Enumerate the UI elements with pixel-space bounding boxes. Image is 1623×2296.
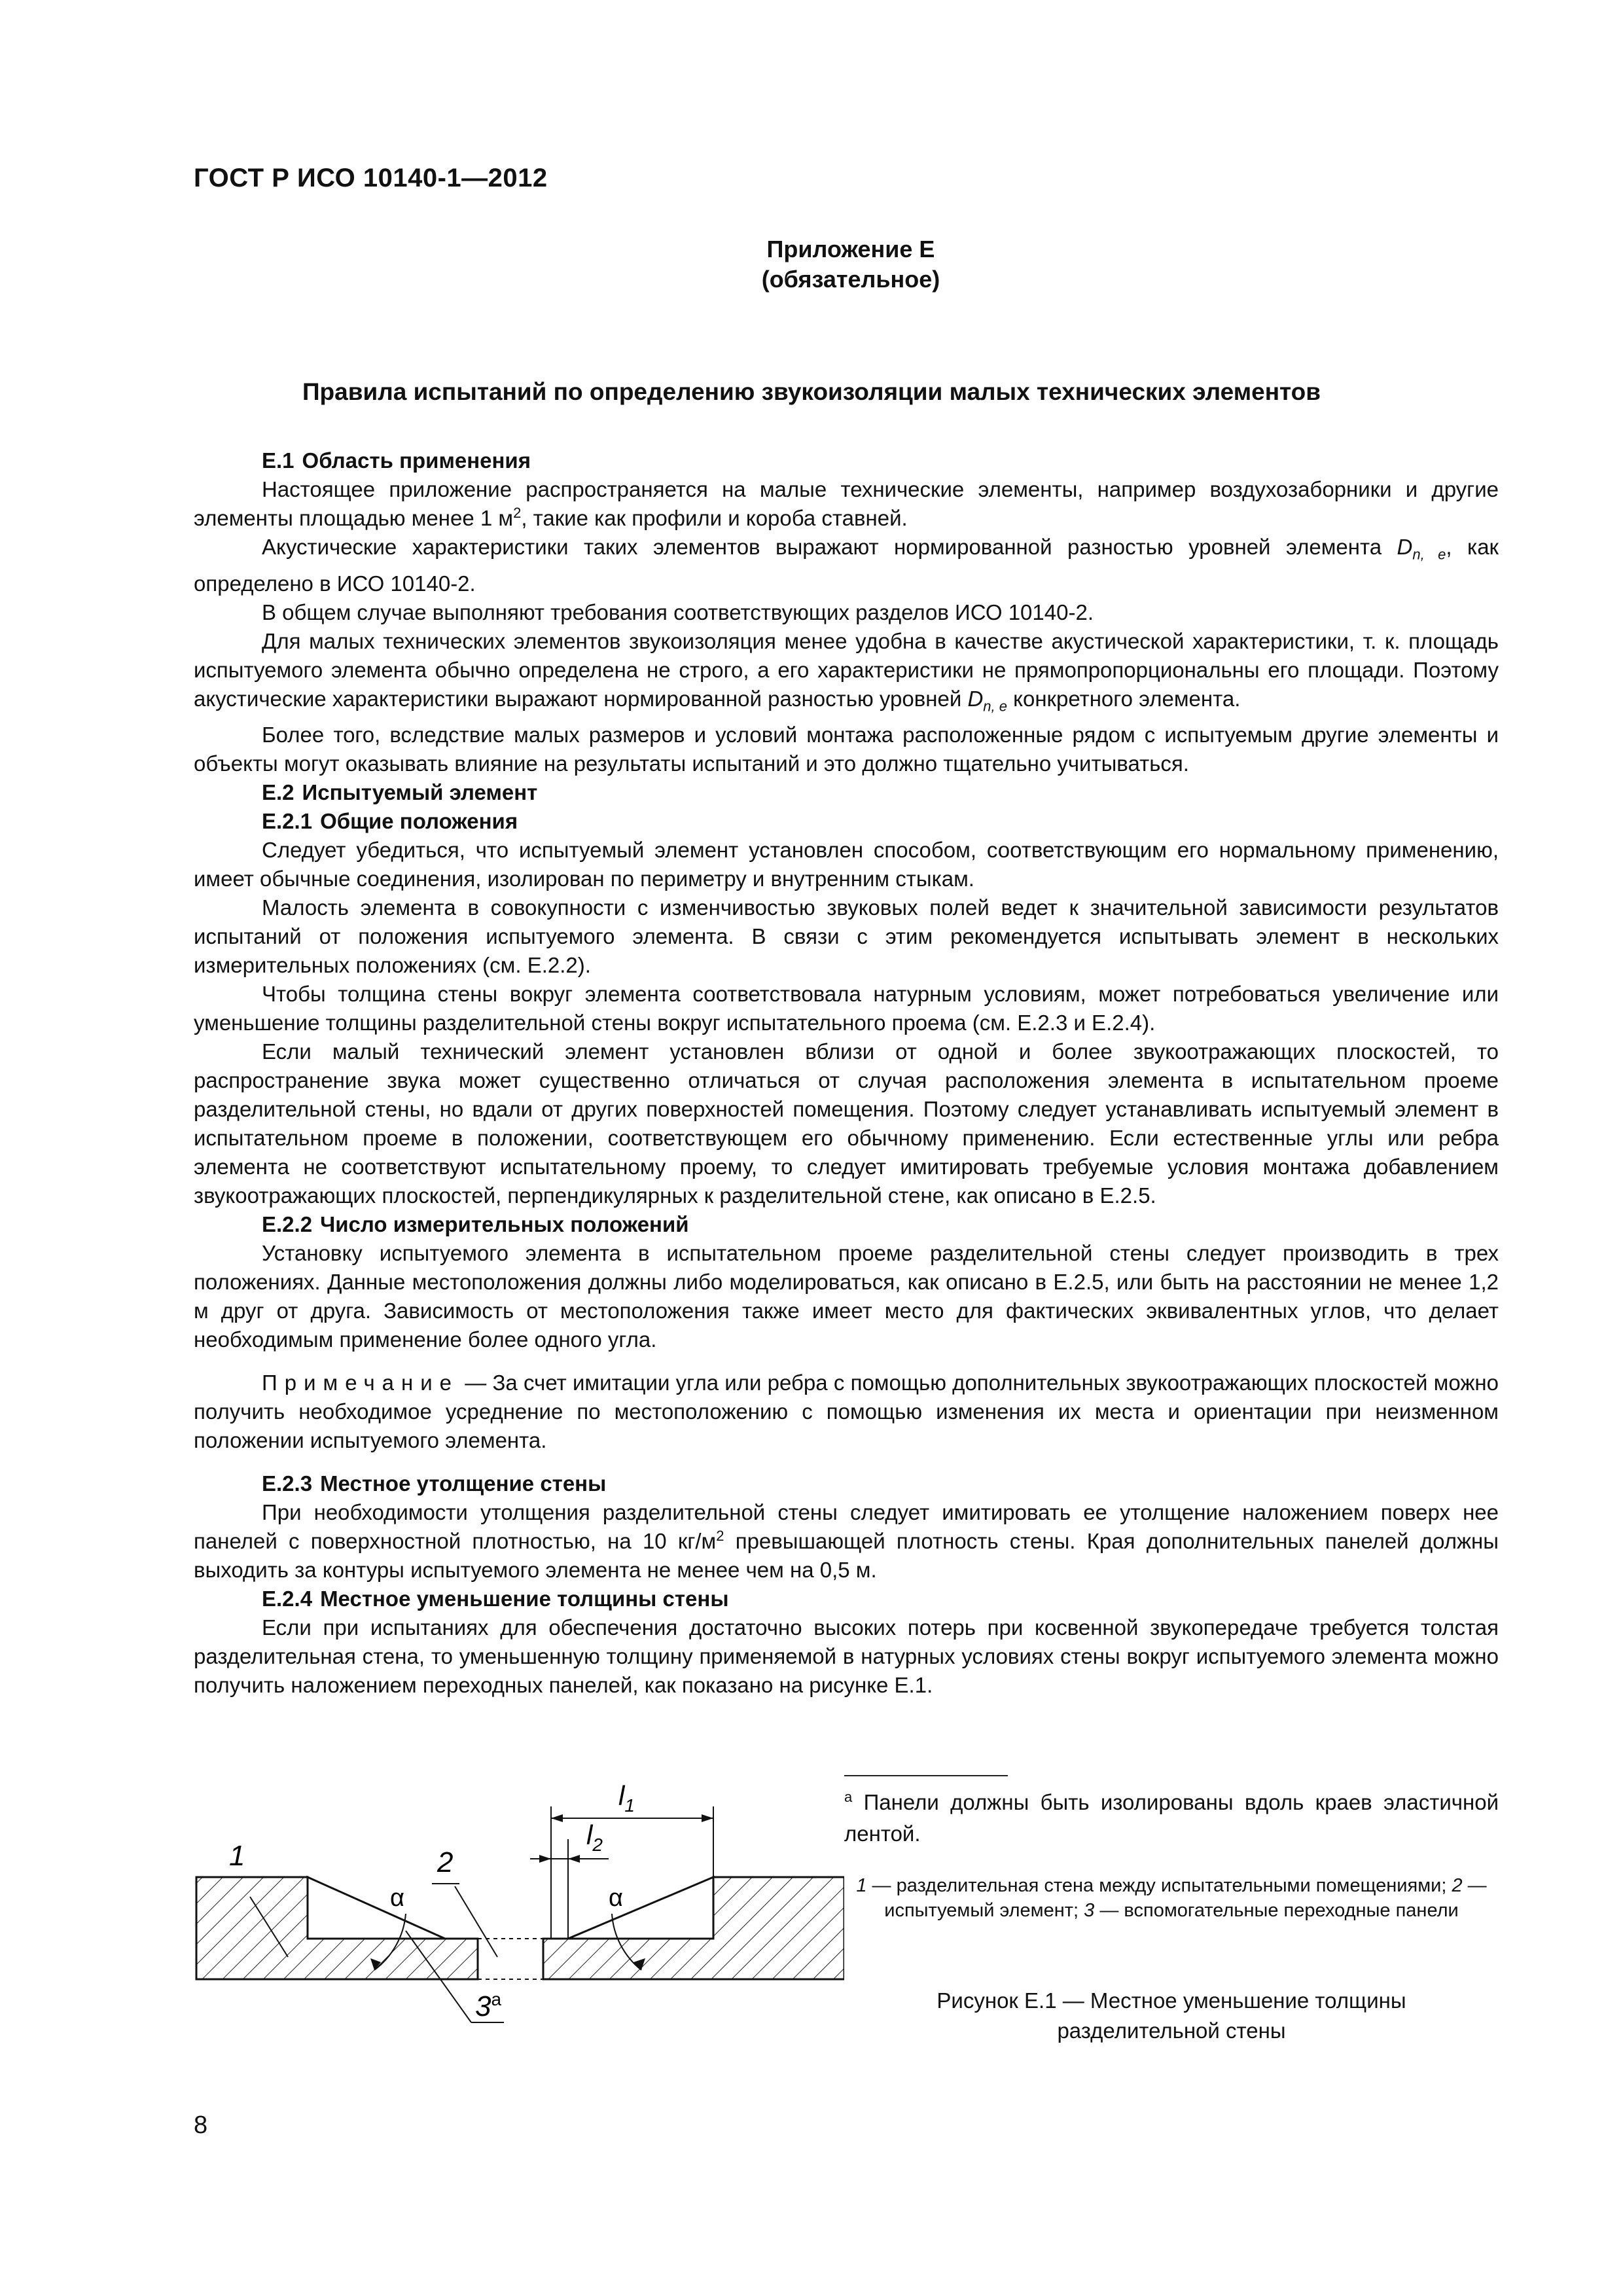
section-number: Е.2.2 [262, 1212, 313, 1237]
section-title: Испытуемый элемент [302, 780, 538, 805]
section-number: Е.2 [262, 780, 294, 805]
footnote-text: Панели должны быть изолированы вдоль краев эластичной лентой. [844, 1790, 1499, 1846]
paragraph [194, 1498, 1499, 1585]
transition-panel-right [568, 1877, 713, 1939]
legend-number: 3 [1084, 1900, 1095, 1921]
figure-legend [844, 1873, 1499, 1923]
section-number: Е.2.3 [262, 1471, 313, 1496]
paragraph: Установку испытуемого элемента в испытательном проеме разделительной стены следует производить в трех положениях. Данные местоположения должны либо моделироваться, как описано в Е.2.5, или быть на расстоянии не менее 1,2 м друг от друга. Зависимость от местоположения также имеет место для фактических эквивалентных углов, что делает необходимым применение более одного угла. [194, 1241, 1499, 1352]
legend-text: — разделительная стена между испытательными помещениями; [866, 1875, 1452, 1896]
angle-label-left: α [390, 1884, 404, 1912]
text-run: конкретного элемента. [1007, 686, 1241, 711]
figure-footnote [844, 1787, 1499, 1850]
caption-line: Рисунок Е.1 — Местное уменьшение толщины [936, 1988, 1406, 2013]
superscript: 2 [716, 1528, 724, 1545]
note-paragraph [194, 1369, 1499, 1455]
legend-text: — испытуемый элемент; [884, 1875, 1487, 1921]
section-heading-e21 [194, 807, 1499, 836]
text-run: Акустические характеристики таких элементов выражают нормированной разностью уровней элемента [262, 535, 1397, 559]
section-title: Общие положения [320, 809, 518, 834]
angle-label-right: α [609, 1884, 623, 1912]
section-title: Местное утолщение стены [320, 1471, 607, 1496]
section-number: Е.2.4 [262, 1587, 313, 1611]
paragraph: Чтобы толщина стены вокруг элемента соответствовала натурным условиям, может потребоваться увеличение или уменьшение толщины разделительной стены вокруг испытательного проема (см. Е.2.3 и Е.2.4). [194, 982, 1499, 1035]
paragraph: Если при испытаниях для обеспечения достаточно высоких потерь при косвенной звукопередаче требуется толстая разделительная стена, то уменьшенную толщину применяемой в натурных условиях стены вокруг испытуемого элемента можно получить наложением переходных панелей, как показано на рисунке Е.1. [194, 1615, 1499, 1698]
subscript: n, e [1412, 546, 1446, 563]
text-run: Настоящее приложение распространяется на малые технические элементы, например воздухозаборники и другие элементы площадью менее 1 м [194, 477, 1499, 530]
figure-caption [844, 1986, 1499, 2046]
footnote-mark: а [844, 1789, 853, 1805]
section-title: Местное уменьшение толщины стены [320, 1587, 729, 1611]
dimension-l2-label: $l_2$ [586, 1820, 603, 1855]
figure-label-2: 2 [437, 1846, 454, 1878]
section-number: Е.1 [262, 448, 294, 473]
text-run: , как определено в ИСО 10140-2. [194, 535, 1499, 596]
figure-label-3: $3^а$ [475, 1989, 502, 2022]
paragraph: Малость элемента в совокупности с изменчивостью звуковых полей ведет к значительной зависимости результатов испытаний от положения испытуемого элемента. В связи с этим рекомендуется испытывать элемент в нескольких измерительных положениях (см. Е.2.2). [194, 895, 1499, 978]
section-heading-e22 [194, 1210, 1499, 1239]
paragraph: Если малый технический элемент установлен вблизи от одной и более звукоотражающих плоскостей, то распространение звука может существенно отличаться от случая расположения элемента в испытательном проеме разделительной стены, но вдали от других поверхностей помещения. Поэтому следует устанавливать испытуемый элемент в испытательном проеме в положении, соответствующем его обычному применению. Если естественные углы или ребра элемента не соответствуют испытательному проему, то следует имитировать требуемые условия монтажа добавлением звукоотражающих плоскостей, перпендикулярных к разделительной стене, как описано в Е.2.5. [194, 1039, 1499, 1208]
section-number: Е.2.1 [262, 809, 313, 834]
caption-line: разделительной стены [1057, 2018, 1286, 2043]
legend-number: 2 [1452, 1875, 1463, 1896]
paragraph: Следует убедиться, что испытуемый элемент установлен способом, соответствующим его нормальному применению, имеет обычные соединения, изолирован по периметру и внутренним стыкам. [194, 838, 1499, 891]
legend-number: 1 [856, 1875, 867, 1896]
document-header: ГОСТ Р ИСО 10140-1—2012 [194, 164, 548, 192]
appendix-heading [0, 234, 1623, 295]
transition-panel-left [308, 1877, 445, 1939]
figure-wall-diagram [190, 1767, 844, 2042]
section-heading-e24 [194, 1585, 1499, 1613]
text-run: При необходимости утолщения разделительной стены следует имитировать ее утолщение наложением поверх нее панелей с поверхностной плотностью, на 10 кг/м [194, 1500, 1499, 1554]
legend-text: — вспомогательные переходные панели [1094, 1900, 1459, 1921]
superscript: 2 [513, 505, 522, 521]
paragraph: В общем случае выполняют требования соответствующих разделов ИСО 10140-2. [262, 600, 1094, 624]
symbol: D [1397, 535, 1413, 559]
note-lead: Примечание [262, 1371, 459, 1395]
figure-label-1: 1 [229, 1840, 245, 1872]
paragraph [194, 533, 1499, 598]
appendix-status: (обязательное) [761, 266, 940, 293]
text-run: Для малых технических элементов звукоизоляция менее удобна в качестве акустической характеристики, т. к. площадь испытуемого элемента обычно определена не строго, а его характеристики не прямопропорциональны его площади. Поэтому акустические характеристики выражают нормированной разностью уровней [194, 628, 1499, 711]
symbol: D [967, 686, 984, 711]
paragraph [194, 475, 1499, 533]
section-heading-e23 [194, 1469, 1499, 1498]
section-title: Число измерительных положений [320, 1212, 689, 1237]
note-text: — За счет имитации угла или ребра с помощью дополнительных звукоотражающих плоскостей можно получить необходимое усреднение по местоположению с помощью изменения их места и ориентации при неизменном положении испытуемого элемента. [194, 1371, 1499, 1453]
subscript: n, e [983, 698, 1007, 715]
text-run: превышающей плотность стены. Края дополнительных панелей должны выходить за контуры испытуемого элемента не менее чем на 0,5 м. [194, 1529, 1499, 1583]
main-title: Правила испытаний по определению звукоизоляции малых технических элементов [302, 378, 1321, 405]
body-text [194, 446, 1499, 1700]
section-heading-e1 [194, 446, 1499, 475]
footnote-separator [844, 1775, 1008, 1776]
dimension-l1-label: $l_1$ [618, 1780, 635, 1816]
section-title: Область применения [302, 448, 531, 473]
paragraph [194, 627, 1499, 721]
section-heading-e2 [194, 778, 1499, 807]
paragraph: Более того, вследствие малых размеров и условий монтажа расположенные рядом с испытуемым другие элементы и объекты могут оказывать влияние на результаты испытаний и это должно тщательно учитываться. [194, 723, 1499, 776]
text-run: , такие как профили и короба ставней. [521, 506, 908, 530]
appendix-title: Приложение Е [766, 236, 935, 262]
page-number: 8 [194, 2111, 208, 2139]
